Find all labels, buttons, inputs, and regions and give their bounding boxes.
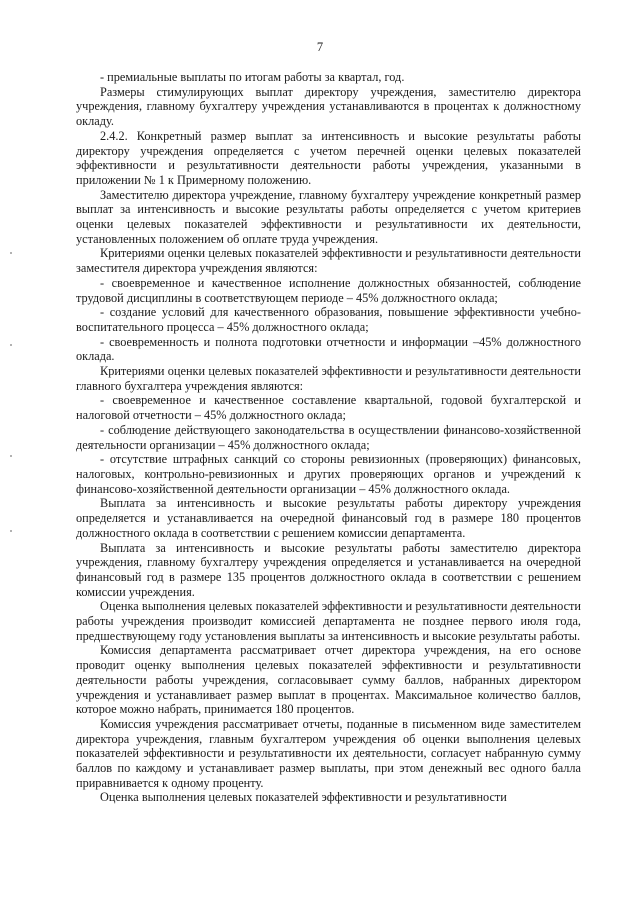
paragraph: - премиальные выплаты по итогам работы за квартал, год.	[100, 70, 405, 84]
paragraph: Заместителю директора учреждение, главному бухгалтеру учреждение конкретный размер выплат за интенсивность и высокие результаты работы определяется с учетом критериев оценки целевых показателей эффективности и результативности их деятельности, установленных положением об оплате труда учреждения.	[76, 187, 581, 246]
paragraph: Размеры стимулирующих выплат директору учреждения, заместителю директора учреждения, главному бухгалтеру учреждения устанавливаются в процентах к должностному окладу.	[76, 84, 581, 129]
paragraph: 2.4.2. Конкретный размер выплат за интенсивность и высокие результаты работы директору учреждения определяется с учетом перечней оценки целевых показателей эффективности и результативности деятельности работы учреждения, указанными в приложении № 1 к Примерному положению.	[76, 128, 581, 187]
document-body	[76, 70, 581, 805]
scan-artifact	[10, 344, 12, 346]
list-item: - создание условий для качественного образования, повышение эффективности учебно-воспитательного процесса – 45% должностного оклада;	[76, 305, 581, 334]
paragraph: Комиссия учреждения рассматривает отчеты, поданные в письменном виде заместителем директора учреждения, главным бухгалтером учреждения об оценки выполнения целевых показателей эффективности и результативности их деятельности, согласует набранную сумму баллов по каждому и устанавливает размер выплаты, при этом денежный вес одного балла приравнивается к одному проценту.	[76, 716, 581, 790]
paragraph: Оценка выполнения целевых показателей эффективности и результативности деятельности работы учреждения производит комиссией департамента не позднее первого июля года, предшествующему году установления выплаты за интенсивность и высокие результаты работы.	[76, 599, 581, 643]
page-number: 7	[316, 40, 324, 54]
scan-artifact	[10, 530, 12, 532]
list-item: - соблюдение действующего законодательства в осуществлении финансово-хозяйственной деятельности организации – 45% должностного оклада;	[76, 422, 581, 452]
list-item: - своевременное и качественное составление квартальной, годовой бухгалтерской и налоговой отчетности – 45% должностного оклада;	[76, 393, 581, 423]
paragraph: Оценка выполнения целевых показателей эффективности и результативности	[100, 790, 507, 805]
paragraph: Критериями оценки целевых показателей эффективности и результативности деятельности заместителя директора учреждения являются:	[76, 246, 581, 276]
list-item: - своевременное и качественное исполнение должностных обязанностей, соблюдение трудовой дисциплины в соответствующем периоде – 45% должностного оклада;	[76, 275, 581, 305]
scan-artifact	[10, 455, 12, 457]
scan-artifact	[10, 252, 12, 254]
paragraph: Комиссия департамента рассматривает отчет директора учреждения, на его основе проводит оценку выполнения целевых показателей эффективности и результативности деятельности работы учреждения, согласовывает сумму баллов, набранных директором учреждения и устанавливает размер выплат в процентах. Максимальное количество баллов, которое можно набрать, принимается 180 процентов.	[76, 643, 581, 717]
paragraph: Выплата за интенсивность и высокие результаты работы директору учреждения определяется и устанавливается на очередной финансовый год в размере 180 процентов должностного оклада в соответствии с решением комиссии департамента.	[76, 496, 581, 540]
paragraph: Выплата за интенсивность и высокие результаты работы заместителю директора учреждения, главному бухгалтеру учреждения определяется и устанавливается на очередной финансовый год в размере 135 процентов должностного оклада в соответствии с решением комиссии учреждения.	[76, 540, 581, 599]
list-item: - отсутствие штрафных санкций со стороны ревизионных (проверяющих) финансовых, налоговых, контрольно-ревизионных и других проверяющих органов и учреждений к финансово-хозяйственной деятельности организации – 45% должностного оклада.	[76, 452, 581, 496]
paragraph: Критериями оценки целевых показателей эффективности и результативности деятельности главного бухгалтера учреждения являются:	[76, 364, 581, 393]
list-item: - своевременность и полнота подготовки отчетности и информации –45% должностного оклада.	[76, 334, 581, 364]
